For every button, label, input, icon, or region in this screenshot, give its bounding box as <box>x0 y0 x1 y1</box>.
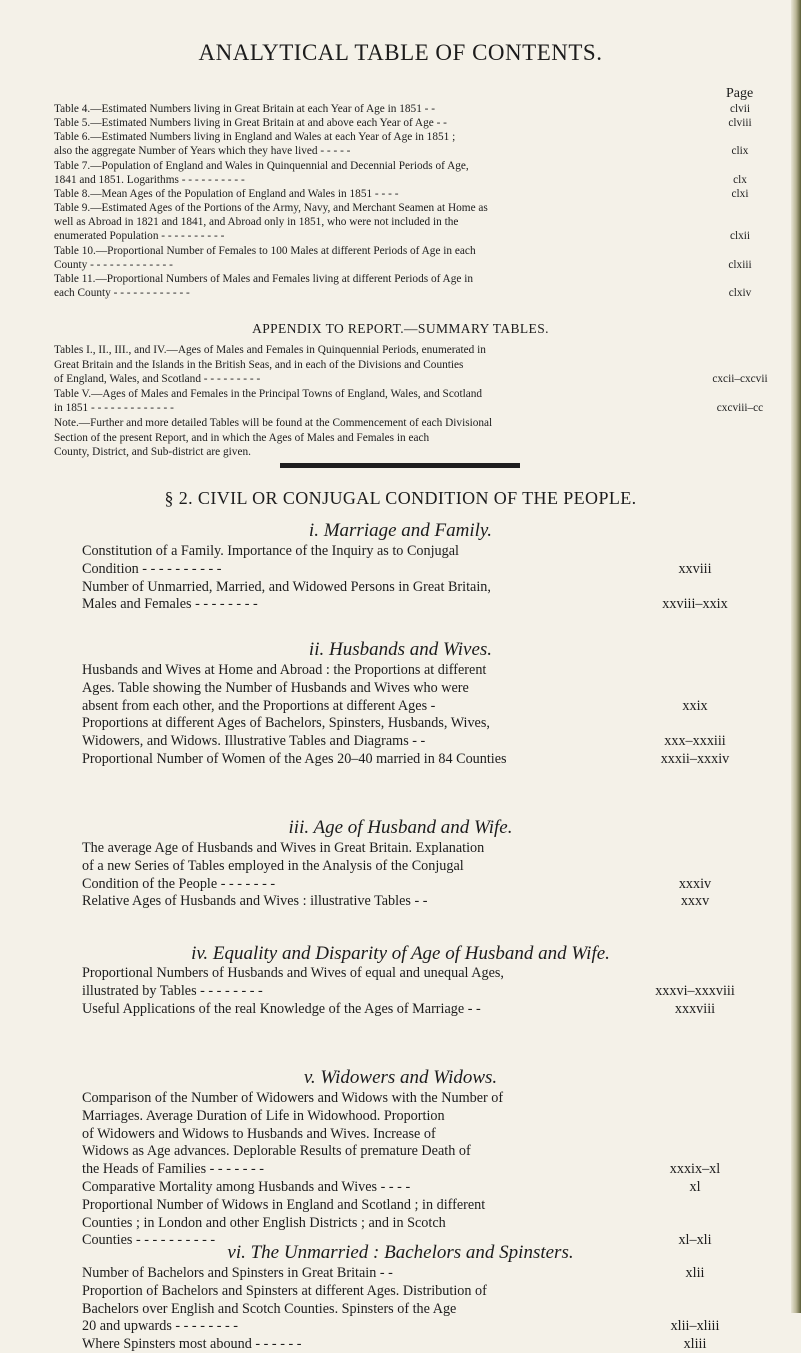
contents-line <box>0 750 801 768</box>
entry-text: 20 and upwards - - - - - - - - <box>82 1318 239 1335</box>
entry-text: Where Spinsters most abound - - - - - - <box>82 1336 302 1353</box>
contents-line <box>0 857 801 875</box>
entry-text: Table 10.—Proportional Number of Females to 100 Males at different Periods of Age in each <box>54 244 476 257</box>
contents-line <box>0 1178 801 1196</box>
subsection-heading-text: ii. Husbands and Wives. <box>308 639 493 660</box>
table-entry <box>0 102 801 116</box>
entry-text: of a new Series of Tables employed in the Analysis of the Conjugal <box>82 857 464 874</box>
subsection-heading <box>0 817 801 839</box>
entry-text: of Widowers and Widows to Husbands and Wives. Increase of <box>82 1125 436 1142</box>
contents-line <box>0 578 801 596</box>
subsection-heading-text: iii. Age of Husband and Wife. <box>288 817 513 838</box>
entry-text: Table 8.—Mean Ages of the Population of England and Wales in 1851 - - - - <box>54 187 399 200</box>
entry-text: Condition - - - - - - - - - - <box>82 560 222 577</box>
subsection-heading-text: i. Marriage and Family. <box>308 520 493 541</box>
table-entry <box>0 187 801 201</box>
table-entry <box>0 116 801 130</box>
appendix-entry <box>0 445 801 459</box>
entry-text: Comparative Mortality among Husbands and Wives - - - - <box>82 1179 411 1195</box>
page-reference: xlii–xliii <box>670 1318 720 1335</box>
subsection-heading <box>0 1067 801 1089</box>
page-reference: clxii <box>729 230 751 243</box>
contents-line <box>0 964 801 982</box>
subsection-heading-text: vi. The Unmarried : Bachelors and Spinsters. <box>227 1242 574 1263</box>
entry-text: 1841 and 1851. Logarithms - - - - - - - - - - <box>54 173 245 186</box>
contents-line <box>0 661 801 679</box>
entry-text: Bachelors over English and Scotch Counties. Spinsters of the Age <box>82 1300 457 1317</box>
page-reference: xlii <box>685 1265 705 1281</box>
entry-text: Number of Unmarried, Married, and Widowed Persons in Great Britain, <box>82 578 491 595</box>
contents-line <box>0 1089 801 1107</box>
entry-text: Proportional Number of Widows in England and Scotland ; in different <box>82 1196 486 1213</box>
entry-text: Proportions at different Ages of Bachelors, Spinsters, Husbands, Wives, <box>82 715 490 732</box>
contents-line <box>0 1300 801 1318</box>
subsection-heading <box>0 1242 801 1264</box>
table-entry <box>0 244 801 258</box>
entry-text: Condition of the People - - - - - - - <box>82 875 276 892</box>
page-reference: xxxix–xl <box>669 1161 721 1178</box>
page-reference: clx <box>733 173 747 186</box>
page-reference: xliii <box>683 1336 707 1353</box>
table-entry <box>0 201 801 215</box>
entry-text: County - - - - - - - - - - - - - <box>54 258 173 271</box>
entry-text: Comparison of the Number of Widowers and Widows with the Number of <box>82 1090 504 1106</box>
page-title: ANALYTICAL TABLE OF CONTENTS. <box>198 40 603 65</box>
entry-text: Table 7.—Population of England and Wales in Quinquennial and Decennial Periods of Age, <box>54 159 469 172</box>
contents-line <box>0 714 801 732</box>
page-reference: xxviii <box>678 560 712 577</box>
page-reference: cxcviii–cc <box>716 402 764 415</box>
table-entry <box>0 130 801 144</box>
entry-text: Table 6.—Estimated Numbers living in England and Wales at each Year of Age in 1851 ; <box>54 131 456 144</box>
entry-text: Constitution of a Family. Importance of the Inquiry as to Conjugal <box>82 543 459 559</box>
entry-text: also the aggregate Number of Years which they have lived - - - - - <box>54 145 351 158</box>
contents-line <box>0 679 801 697</box>
page-reference: xl <box>689 1179 701 1195</box>
page-reference: xxxiv <box>678 875 712 892</box>
entry-text: of England, Wales, and Scotland - - - - - - - - - <box>54 373 261 386</box>
contents-line <box>0 1317 801 1335</box>
contents-line <box>0 1000 801 1018</box>
contents-line <box>0 542 801 560</box>
entry-text: Table 9.—Estimated Ages of the Portions of the Army, Navy, and Merchant Seamen at Home as <box>54 202 488 215</box>
contents-line <box>0 560 801 578</box>
entry-text: The average Age of Husbands and Wives in Great Britain. Explanation <box>82 840 485 856</box>
contents-line <box>0 875 801 893</box>
page-reference: clvii <box>729 103 751 115</box>
appendix-entry <box>0 372 801 386</box>
entry-text: illustrated by Tables - - - - - - - - <box>82 982 263 999</box>
entry-text: Counties - - - - - - - - - - <box>82 1232 216 1249</box>
section-divider <box>280 463 520 468</box>
appendix-entry <box>0 431 801 445</box>
entry-text: Ages. Table showing the Number of Husbands and Wives who were <box>82 679 469 696</box>
page-reference: xxviii–xxix <box>662 596 728 613</box>
contents-line <box>0 1214 801 1232</box>
entry-text: Proportion of Bachelors and Spinsters at different Ages. Distribution of <box>82 1282 487 1299</box>
page-reference: xl–xli <box>678 1232 712 1249</box>
entry-text: Males and Females - - - - - - - - <box>82 596 258 613</box>
appendix-entry <box>0 343 801 357</box>
entry-text: in 1851 - - - - - - - - - - - - - <box>54 402 174 415</box>
entry-text: Table V.—Ages of Males and Females in the Principal Towns of England, Wales, and Scotland <box>54 387 483 400</box>
entry-text: the Heads of Families - - - - - - - <box>82 1161 265 1178</box>
page-reference: xxxvi–xxxviii <box>655 982 735 999</box>
appendix-entry <box>0 358 801 372</box>
section-title: § 2. CIVIL OR CONJUGAL CONDITION OF THE PEOPLE. <box>164 488 637 508</box>
subsection-heading <box>0 639 801 661</box>
contents-line <box>0 697 801 715</box>
entry-text: Number of Bachelors and Spinsters in Great Britain - - <box>82 1265 393 1281</box>
contents-line <box>0 839 801 857</box>
table-entry <box>0 286 801 300</box>
table-entry <box>0 159 801 173</box>
entry-text: enumerated Population - - - - - - - - - - <box>54 230 225 243</box>
entry-text: Widows as Age advances. Deplorable Results of premature Death of <box>82 1143 471 1160</box>
page-reference: xxix <box>682 697 708 714</box>
contents-line <box>0 1125 801 1143</box>
contents-line <box>0 1264 801 1282</box>
table-entry <box>0 215 801 229</box>
entry-text: Husbands and Wives at Home and Abroad : the Proportions at different <box>82 662 487 678</box>
appendix-entry <box>0 401 801 415</box>
contents-line <box>0 1282 801 1300</box>
page-reference: clix <box>731 145 749 158</box>
contents-line <box>0 595 801 613</box>
entry-text: Table 11.—Proportional Numbers of Males and Females living at different Periods of Age in <box>54 272 473 285</box>
table-entry <box>0 272 801 286</box>
page-reference: clxi <box>731 187 749 200</box>
entry-text: Tables I., II., III., and IV.—Ages of Males and Females in Quinquennial Periods, enumerated in <box>54 344 486 356</box>
entry-text: Table 4.—Estimated Numbers living in Great Britain at each Year of Age in 1851 - - <box>54 103 436 115</box>
entry-text: Widowers, and Widows. Illustrative Tables and Diagrams - - <box>82 733 426 750</box>
page-column-label: Page <box>726 86 754 101</box>
page-reference: xxx–xxxiii <box>664 733 726 750</box>
entry-text: well as Abroad in 1821 and 1841, and Abroad only in 1851, who were not included in the <box>54 216 459 229</box>
subsection-heading-text: iv. Equality and Disparity of Age of Husband and Wife. <box>191 943 610 964</box>
subsection-heading <box>0 520 801 542</box>
entry-text: Proportional Number of Women of the Ages 20–40 married in 84 Counties <box>82 751 507 767</box>
page-reference: clxiv <box>728 286 752 299</box>
entry-text: absent from each other, and the Proportions at different Ages - <box>82 697 436 714</box>
contents-line <box>0 1160 801 1178</box>
page-reference: xxxii–xxxiv <box>660 751 730 767</box>
entry-text: Proportional Numbers of Husbands and Wives of equal and unequal Ages, <box>82 965 504 981</box>
contents-line <box>0 1196 801 1214</box>
subsection-heading-text: v. Widowers and Widows. <box>303 1067 498 1088</box>
entry-text: County, District, and Sub-district are given. <box>54 446 251 459</box>
appendix-entry <box>0 387 801 401</box>
page-reference: xxxv <box>680 893 710 910</box>
contents-line <box>0 1107 801 1125</box>
appendix-title: APPENDIX TO REPORT.—SUMMARY TABLES. <box>252 321 549 336</box>
table-entry <box>0 173 801 187</box>
entry-text: Relative Ages of Husbands and Wives : illustrative Tables - - <box>82 893 428 910</box>
page-reference: clxiii <box>728 258 752 271</box>
entry-text: Marriages. Average Duration of Life in Widowhood. Proportion <box>82 1107 445 1124</box>
page-reference: cxcii–cxcvii <box>712 373 768 386</box>
entry-text: Section of the present Report, and in which the Ages of Males and Females in each <box>54 431 430 444</box>
contents-line <box>0 892 801 910</box>
appendix-entry <box>0 416 801 430</box>
entry-text: each County - - - - - - - - - - - - <box>54 286 190 299</box>
page-reference: xxxviii <box>674 1000 716 1017</box>
entry-text: Counties ; in London and other English Districts ; and in Scotch <box>82 1214 446 1231</box>
entry-text: Great Britain and the Islands in the British Seas, and in each of the Divisions and Counties <box>54 358 464 371</box>
subsection-heading <box>0 943 801 965</box>
entry-text: Note.—Further and more detailed Tables will be found at the Commencement of each Divisional <box>54 417 493 429</box>
contents-line <box>0 982 801 1000</box>
table-entry <box>0 258 801 272</box>
table-entry <box>0 229 801 243</box>
contents-line <box>0 1335 801 1353</box>
page-reference: clviii <box>728 117 752 130</box>
table-entry <box>0 144 801 158</box>
entry-text: Useful Applications of the real Knowledge of the Ages of Marriage - - <box>82 1000 481 1017</box>
contents-line <box>0 732 801 750</box>
entry-text: Table 5.—Estimated Numbers living in Great Britain at and above each Year of Age - - <box>54 117 447 130</box>
contents-line <box>0 1142 801 1160</box>
